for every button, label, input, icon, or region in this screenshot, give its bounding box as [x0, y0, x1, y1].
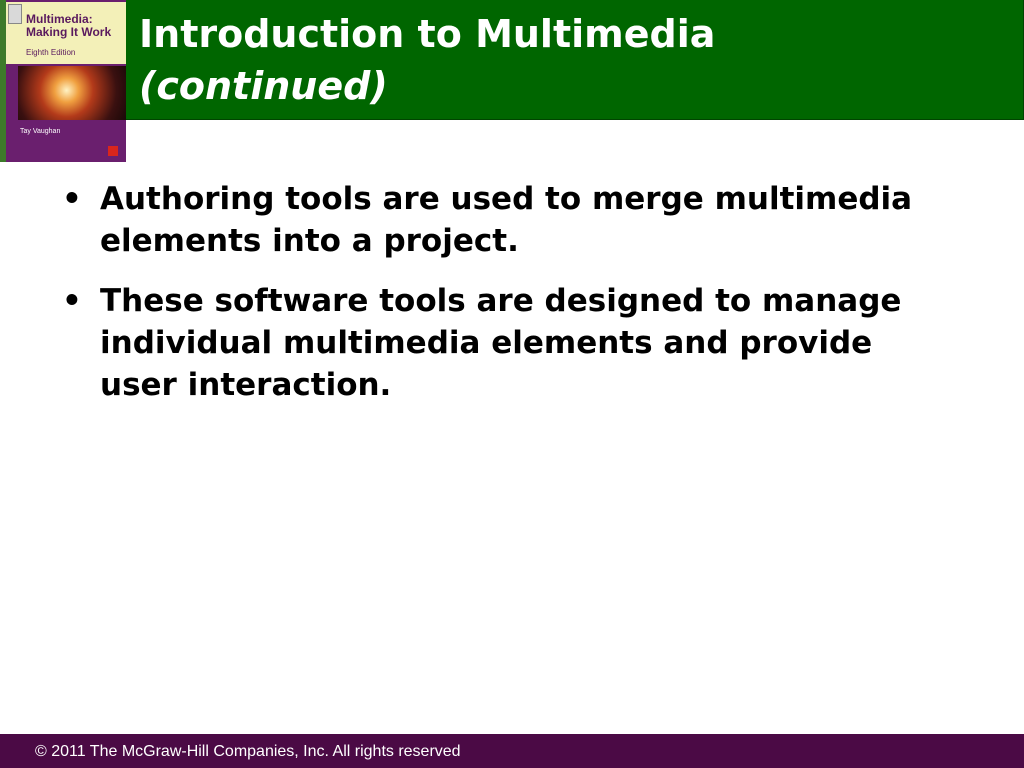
book-edition: Eighth Edition [26, 48, 76, 57]
bullet-text: These software tools are designed to manage individual multimedia elements and provide user interaction. [100, 283, 902, 403]
mcgraw-hill-logo-icon [108, 146, 118, 156]
book-cover-art [18, 66, 126, 120]
publisher-logo-icon [8, 4, 22, 24]
book-author: Tay Vaughan [20, 128, 61, 135]
footer-bar [0, 734, 1024, 768]
bullet-item [58, 280, 918, 406]
slide-content [58, 178, 918, 424]
book-title: Multimedia: Making It Work [26, 12, 112, 39]
book-cover-image [0, 0, 126, 162]
slide-title: Introduction to Multimedia [139, 12, 716, 56]
bullet-item [58, 178, 918, 262]
bullet-icon: • [62, 283, 82, 319]
slide-subtitle: (continued) [139, 64, 388, 108]
bullet-icon: • [62, 181, 82, 217]
bullet-text: Authoring tools are used to merge multimedia elements into a project. [100, 181, 913, 259]
copyright-notice: © 2011 The McGraw-Hill Companies, Inc. All rights reserved [35, 743, 461, 760]
book-header [6, 2, 126, 64]
